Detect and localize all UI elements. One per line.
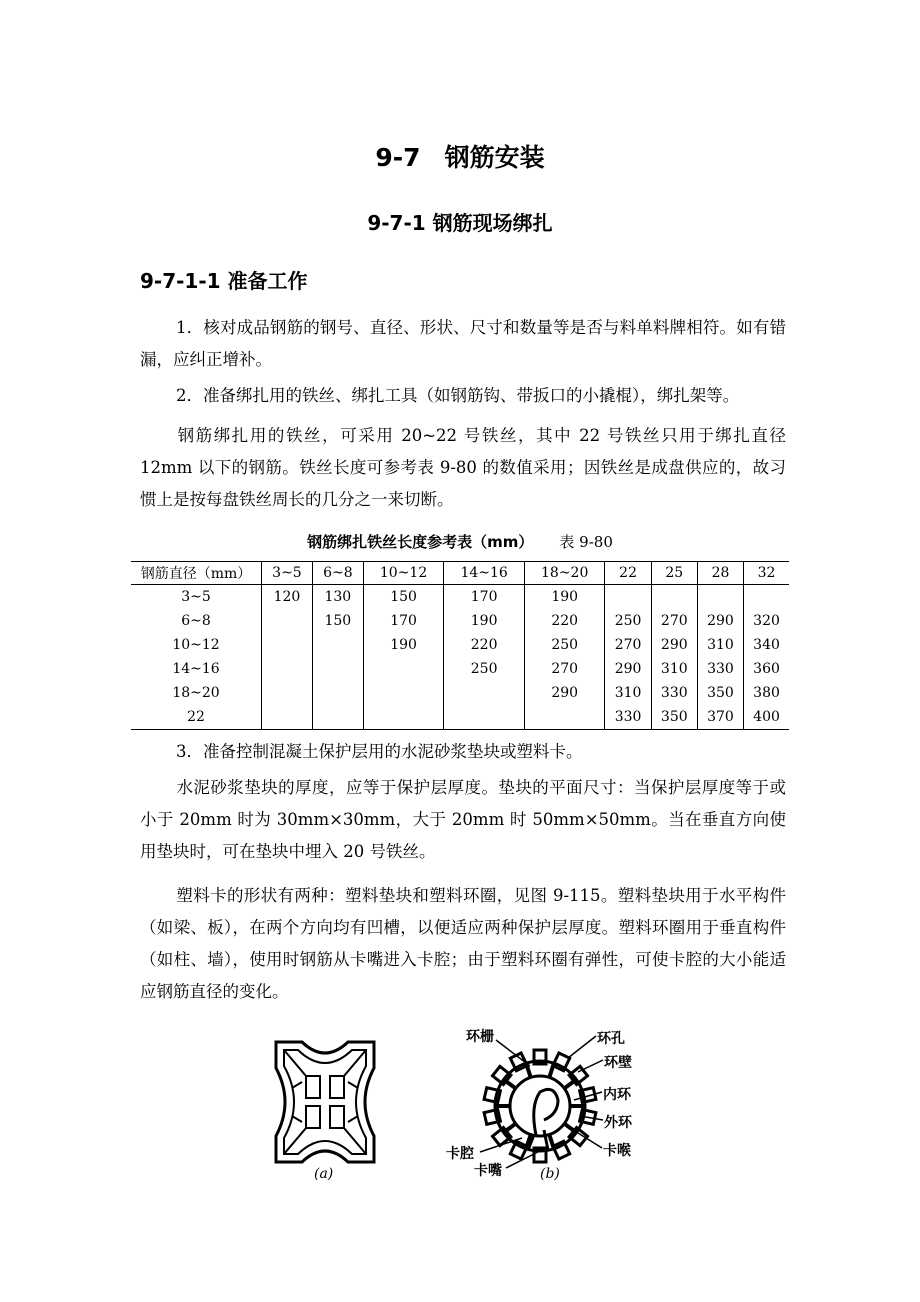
table-cell bbox=[697, 585, 743, 610]
table-cell: 150 bbox=[312, 609, 363, 633]
callout-huanzha: 环栅 bbox=[466, 1029, 494, 1045]
table-row bbox=[131, 585, 789, 610]
table-cell bbox=[262, 657, 313, 681]
chapter-title: 钢筋安装 bbox=[444, 143, 545, 172]
table-cell: 14~16 bbox=[172, 661, 220, 677]
table-cell bbox=[363, 705, 444, 730]
table-cell: 18~20 bbox=[172, 685, 220, 701]
table-cell: 3~5 bbox=[181, 589, 211, 605]
table-cell: 310 bbox=[605, 681, 651, 705]
callout-huankong: 环孔 bbox=[597, 1031, 625, 1047]
table-cell: 250 bbox=[524, 633, 605, 657]
table-cell: 330 bbox=[605, 705, 651, 730]
header-col: 22 bbox=[605, 562, 651, 585]
callout-leader-lines bbox=[440, 1020, 620, 1180]
table-row bbox=[131, 705, 789, 730]
table-cell: 250 bbox=[444, 657, 525, 681]
callout-waihuan: 外环 bbox=[604, 1115, 632, 1131]
table-cell bbox=[312, 681, 363, 705]
callout-kazui: 卡嘴 bbox=[474, 1163, 502, 1179]
table-cell bbox=[744, 585, 789, 610]
table-cell: 170 bbox=[444, 585, 525, 610]
table-cell bbox=[444, 681, 525, 705]
table-cell: 190 bbox=[524, 585, 605, 610]
table-cell bbox=[605, 585, 651, 610]
subheading: 9-7-1 钢筋现场绑扎 bbox=[367, 211, 553, 235]
table-cell: 330 bbox=[697, 657, 743, 681]
table-cell: 190 bbox=[363, 633, 444, 657]
table-cell: 130 bbox=[312, 585, 363, 610]
table-cell: 350 bbox=[651, 705, 697, 730]
table-cell: 6~8 bbox=[181, 613, 211, 629]
table-cell: 270 bbox=[605, 633, 651, 657]
callout-huanbi: 环壁 bbox=[604, 1055, 632, 1071]
section-heading: 9-7-1-1 准备工作 bbox=[140, 269, 308, 293]
paragraph-5: 水泥砂浆垫块的厚度，应等于保护层厚度。垫块的平面尺寸：当保护层厚度等于或小于 20mm 时为 30mm×30mm，大于 20mm 时 50mm×50mm。当在垂直方向使用垫块时，可在垫块中埋入 20 号铁丝。 bbox=[140, 778, 786, 861]
paragraph-6: 塑料卡的形状有两种：塑料垫块和塑料环圈，见图 9-115。塑料垫块用于水平构件（如梁、板），在两个方向均有凹槽，以便适应两种保护层厚度。塑料环圈用于垂直构件（如柱、墙），使用时钢筋从卡嘴进入卡腔；由于塑料环圈有弹性，可使卡腔的大小能适应钢筋直径的变化。 bbox=[140, 886, 786, 1001]
table-cell: 370 bbox=[697, 705, 743, 730]
table-header-row bbox=[131, 562, 789, 585]
table-cell: 150 bbox=[363, 585, 444, 610]
table-cell: 270 bbox=[651, 609, 697, 633]
header-col: 28 bbox=[697, 562, 743, 585]
wire-length-table bbox=[131, 561, 789, 730]
table-cell: 310 bbox=[697, 633, 743, 657]
table-cell: 290 bbox=[605, 657, 651, 681]
table-cell bbox=[262, 681, 313, 705]
paragraph-4: 3．准备控制混凝土保护层用的水泥砂浆垫块或塑料卡。 bbox=[176, 742, 583, 761]
table-cell: 120 bbox=[262, 585, 313, 610]
table-row bbox=[131, 681, 789, 705]
table-cell: 22 bbox=[131, 705, 262, 730]
chapter-number: 9-7 bbox=[375, 143, 421, 172]
table-cell: 330 bbox=[651, 681, 697, 705]
figure-label-b: (b) bbox=[540, 1166, 560, 1182]
table-cell bbox=[312, 705, 363, 730]
table-cell bbox=[262, 609, 313, 633]
table-cell: 380 bbox=[744, 681, 789, 705]
table-cell: 170 bbox=[363, 609, 444, 633]
table-cell: 340 bbox=[744, 633, 789, 657]
table-cell: 320 bbox=[744, 609, 789, 633]
table-cell bbox=[262, 633, 313, 657]
table-cell: 250 bbox=[605, 609, 651, 633]
table-cell bbox=[444, 705, 525, 730]
table-caption bbox=[0, 531, 920, 552]
paragraph-1: 1．核对成品钢筋的钢号、直径、形状、尺寸和数量等是否与料单料牌相符。如有错漏，应纠正增补。 bbox=[140, 318, 786, 369]
table-cell: 220 bbox=[524, 609, 605, 633]
callout-kaqiang: 卡腔 bbox=[446, 1146, 474, 1162]
table-cell bbox=[651, 585, 697, 610]
table-cell bbox=[363, 657, 444, 681]
paragraph-2: 2．准备绑扎用的铁丝、绑扎工具（如钢筋钩、带扳口的小撬棍），绑扎架等。 bbox=[176, 386, 740, 405]
table-row bbox=[131, 609, 789, 633]
callout-neihuan: 内环 bbox=[603, 1087, 631, 1103]
table-cell bbox=[312, 633, 363, 657]
header-col: 32 bbox=[744, 562, 789, 585]
header-col: 6~8 bbox=[312, 562, 363, 585]
figure-label-a: (a) bbox=[314, 1166, 334, 1182]
table-row bbox=[131, 633, 789, 657]
table-cell bbox=[262, 705, 313, 730]
callout-kahou: 卡喉 bbox=[603, 1143, 631, 1159]
table-cell: 220 bbox=[444, 633, 525, 657]
table-cell: 360 bbox=[744, 657, 789, 681]
header-col: 25 bbox=[651, 562, 697, 585]
table-cell: 290 bbox=[651, 633, 697, 657]
table-cell: 270 bbox=[524, 657, 605, 681]
header-col: 18~20 bbox=[524, 562, 605, 585]
table-cell: 400 bbox=[744, 705, 789, 730]
table-row bbox=[131, 657, 789, 681]
table-cell: 290 bbox=[524, 681, 605, 705]
table-cell bbox=[524, 705, 605, 730]
table-cell: 10~12 bbox=[172, 637, 220, 653]
table-cell: 310 bbox=[651, 657, 697, 681]
table-cell: 290 bbox=[697, 609, 743, 633]
table-number: 表 9-80 bbox=[559, 533, 613, 551]
table-cell bbox=[363, 681, 444, 705]
table-title: 钢筋绑扎铁丝长度参考表（mm） bbox=[307, 533, 534, 551]
header-col: 3~5 bbox=[262, 562, 313, 585]
paragraph-3: 钢筋绑扎用的铁丝，可采用 20~22 号铁丝，其中 22 号铁丝只用于绑扎直径 12mm 以下的钢筋。铁丝长度可参考表 9-80 的数值采用；因铁丝是成盘供应的，故习惯上是按每盘铁丝周长的几分之一来切断。 bbox=[140, 426, 786, 509]
table-cell bbox=[312, 657, 363, 681]
header-col: 10~12 bbox=[363, 562, 444, 585]
header-col: 14~16 bbox=[444, 562, 525, 585]
table-cell: 350 bbox=[697, 681, 743, 705]
chapter-heading bbox=[0, 138, 920, 174]
plastic-spacer-block-figure bbox=[272, 1038, 378, 1166]
header-diameter: 钢筋直径（mm） bbox=[131, 562, 262, 585]
table-cell: 190 bbox=[444, 609, 525, 633]
